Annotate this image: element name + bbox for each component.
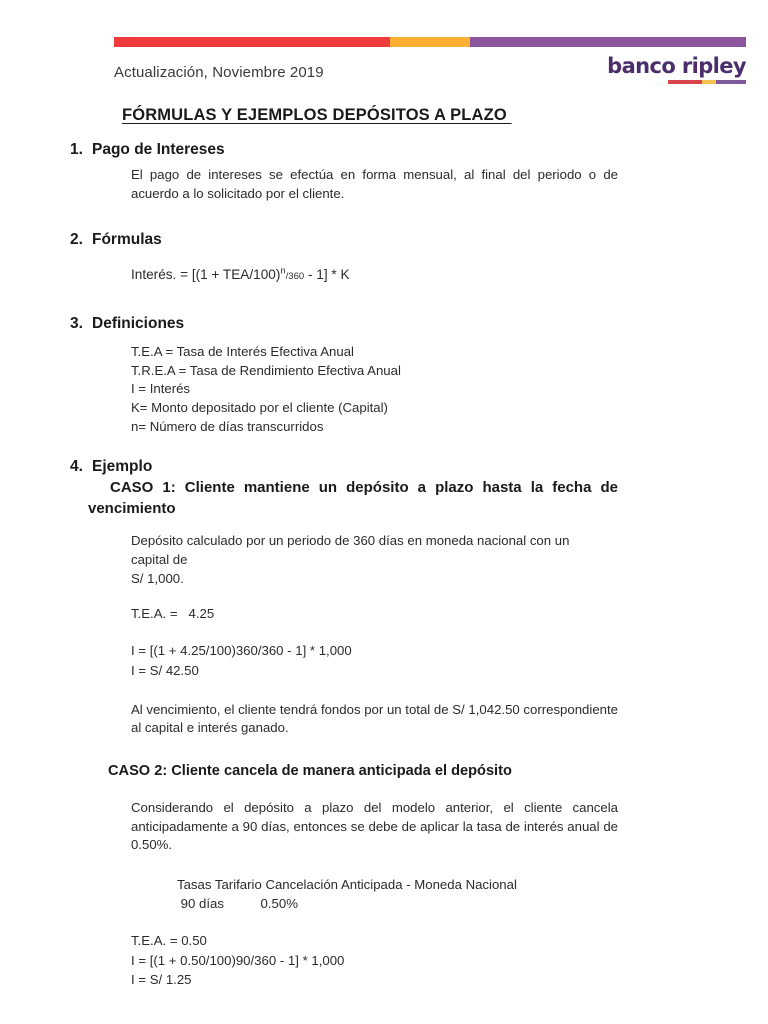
banco-ripley-logo bbox=[607, 55, 746, 84]
section-heading-formulas bbox=[70, 230, 768, 249]
definition-item: K= Monto depositado por el cliente (Capital) bbox=[131, 400, 388, 416]
update-date-line: Actualización, Noviembre 2019 bbox=[114, 64, 324, 81]
logo-underline-rule bbox=[668, 80, 746, 84]
section-number: 2. bbox=[70, 230, 83, 248]
logo-rule-red bbox=[668, 80, 702, 84]
definition-item: I = Interés bbox=[131, 381, 191, 397]
calc-prefix: I = [(1 + 4.25/100) bbox=[131, 643, 236, 659]
case-2-tea-line: T.E.A. = 0.50 bbox=[131, 933, 207, 949]
calc-prefix: I = [(1 + 0.50/100) bbox=[131, 952, 236, 968]
tariff-table-row: 90 días 0.50% bbox=[177, 896, 298, 912]
case-1-heading: CASO 1: Cliente mantiene un depósito a plazo hasta la fecha de vencimiento bbox=[88, 479, 618, 517]
definition-item: T.E.A = Tasa de Interés Efectiva Anual bbox=[131, 343, 354, 359]
section-heading-definiciones bbox=[70, 314, 768, 333]
case-2-heading: CASO 2: Cliente cancela de manera anticipada el depósito bbox=[108, 763, 512, 780]
definition-item: T.R.E.A = Tasa de Rendimiento Efectiva Anual bbox=[131, 362, 401, 378]
case-2-intro-paragraph: Considerando el depósito a plazo del modelo anterior, el cliente cancela anticipadamente a 90 días, entonces se debe de aplicar la tasa de interés anual de 0.50%. bbox=[131, 799, 618, 853]
section-number: 1. bbox=[70, 141, 83, 158]
case-2-result-line: I = S/ 1.25 bbox=[131, 971, 192, 987]
case-1-interest-calculation bbox=[131, 641, 768, 660]
formula-suffix: - 1] * K bbox=[304, 267, 350, 283]
case-1-intro-line-1: Depósito calculado por un periodo de 360 días en moneda nacional con un bbox=[131, 532, 570, 548]
brand-bar-segment-purple bbox=[470, 37, 746, 47]
interest-formula bbox=[131, 265, 768, 284]
brand-bar-segment-yellow bbox=[390, 37, 470, 47]
case-1-result-line: I = S/ 42.50 bbox=[131, 662, 199, 678]
section-heading-ejemplo bbox=[70, 457, 768, 476]
calc-suffix: - 1] * 1,000 bbox=[283, 643, 352, 659]
section-body-pago-de-intereses: El pago de intereses se efectúa en forma mensual, al final del periodo o de acuerdo a lo solicitado por el cliente. bbox=[131, 167, 618, 202]
section-number: 4. bbox=[70, 458, 83, 475]
page-title: FÓRMULAS Y EJEMPLOS DEPÓSITOS A PLAZO bbox=[122, 106, 512, 124]
tariff-table-title: Tasas Tarifario Cancelación Anticipada - Moneda Nacional bbox=[177, 877, 517, 893]
case-1-intro-line-2: capital de bbox=[131, 552, 188, 568]
formula-prefix: Interés. = [(1 + TEA/100) bbox=[131, 267, 281, 283]
calc-exponent: 360/360 bbox=[235, 643, 284, 659]
section-title: Ejemplo bbox=[92, 458, 153, 475]
brand-bar-segment-red bbox=[114, 37, 390, 47]
brand-color-bar bbox=[114, 37, 746, 47]
calc-suffix: - 1] * 1,000 bbox=[276, 952, 345, 968]
logo-wordmark: banco ripley bbox=[607, 54, 746, 78]
definition-item: n= Número de días transcurridos bbox=[131, 419, 324, 435]
formula-fraction: /360 bbox=[285, 271, 305, 283]
section-number: 3. bbox=[70, 315, 83, 333]
section-heading-pago-de-intereses bbox=[70, 140, 768, 159]
document-body bbox=[0, 140, 768, 989]
section-title: Pago de Intereses bbox=[92, 141, 225, 158]
case-2-interest-calculation bbox=[131, 951, 768, 970]
case-1-closing-paragraph: Al vencimiento, el cliente tendrá fondos por un total de S/ 1,042.50 correspondiente al capital e interés ganado. bbox=[131, 701, 618, 736]
section-title: Definiciones bbox=[92, 315, 185, 333]
case-1-intro-line-3: S/ 1,000. bbox=[131, 571, 184, 587]
formula-exponent: n bbox=[280, 265, 286, 277]
calc-exponent: 90/360 bbox=[235, 952, 277, 968]
case-1-tea-line: T.E.A. = 4.25 bbox=[131, 606, 215, 622]
logo-rule-yellow bbox=[702, 80, 716, 84]
logo-rule-purple bbox=[716, 80, 746, 84]
definitions-list bbox=[131, 343, 768, 437]
section-title: Fórmulas bbox=[92, 230, 162, 248]
